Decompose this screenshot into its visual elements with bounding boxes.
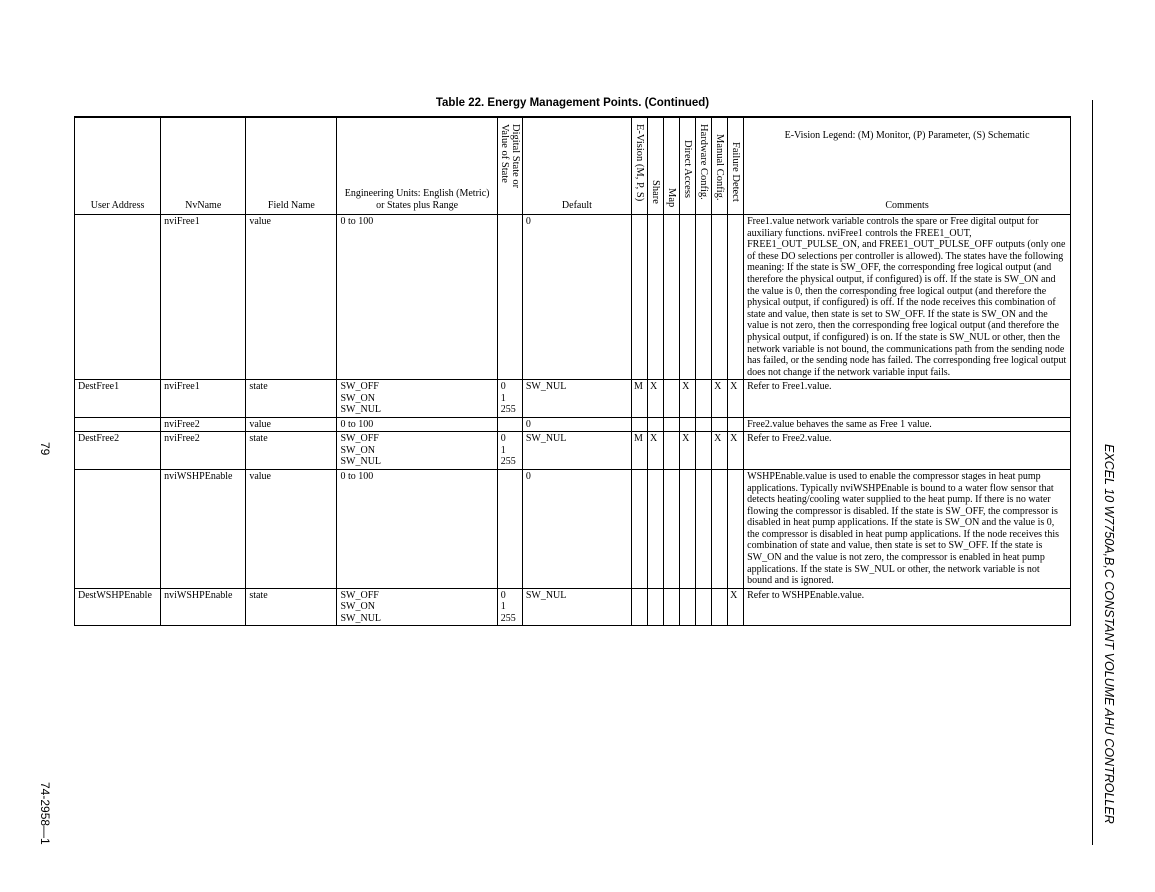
cell-digital-state <box>497 417 522 432</box>
cell-direct-access <box>680 215 696 380</box>
cell-evision: M <box>632 380 648 418</box>
cell-manual-config: X <box>712 432 728 470</box>
cell-direct-access <box>680 469 696 588</box>
cell-comments: WSHPEnable.value is used to enable the compressor stages in heat pump applications. Typically nviWSHPEnable is bound to a water flow sensor that detects heating/cooling water supplied to the heat pump. If there is no water flowing the compressor is disabled. If the state is SW_OFF, the compressor is disabled in heat pump applications. If the state is SW_ON and the value is 0, the compressor is disabled in heat pump applications. If the node receives this combination of state and value, then state is set to SW_OFF. If the state is SW_ON and the value is not zero, the compressor is enabled in heat pump applications. If the state is SW_NUL or other, the network variable is not bound and is ignored. <box>744 469 1071 588</box>
header-share: Share <box>650 180 662 204</box>
header-map: Map <box>666 188 678 208</box>
header-failure-detect: Failure Detect <box>730 142 742 202</box>
cell-comments: Free1.value network variable controls the spare or Free digital output for auxiliary functions. nviFree1 controls the FREE1_OUT, FREE1_OUT_PULSE_ON, and FREE1_OUT_PULSE_OFF outputs (only one of these DO selections per controller is allowed). The states have the following meaning: If the state is SW_OFF, the corresponding free logical output (and therefore the physical output, if configured) is off. If the state is SW_ON and the value is 0, then the corresponding free logical output (and therefore the physical output, if configured) is off. If the node receives this combination of state and value, then state is set to SW_OFF. If the state is SW_ON and the value is not zero, then the corresponding free logical output (and therefore the physical output, if configured) is on. If the state is SW_NUL or other, then the network variable is not bound, the communications path from the sending node has failed, or the sending node has failed. The corresponding free logical output does not change if the network variable input fails. <box>744 215 1071 380</box>
cell-comments: Refer to WSHPEnable.value. <box>744 588 1071 626</box>
header-field-name: Field Name <box>246 118 337 215</box>
cell-digital-state <box>497 215 522 380</box>
cell-map <box>664 417 680 432</box>
cell-nv-name: nviWSHPEnable <box>161 469 246 588</box>
cell-hardware-config <box>696 588 712 626</box>
cell-digital-state <box>497 469 522 588</box>
header-hardware-config: Hardware Config. <box>698 124 710 200</box>
table-row <box>75 588 1071 626</box>
cell-evision: M <box>632 432 648 470</box>
header-comments: Comments <box>885 199 929 211</box>
cell-field-name: value <box>246 417 337 432</box>
cell-default: 0 <box>522 417 631 432</box>
cell-digital-state: 0 1 255 <box>497 432 522 470</box>
cell-default: SW_NUL <box>522 588 631 626</box>
cell-map <box>664 215 680 380</box>
header-default: Default <box>522 118 631 215</box>
cell-nv-name: nviFree1 <box>161 380 246 418</box>
header-manual-config: Manual Config. <box>714 134 726 201</box>
cell-comments: Refer to Free1.value. <box>744 380 1071 418</box>
cell-hardware-config <box>696 432 712 470</box>
cell-share <box>648 588 664 626</box>
cell-map <box>664 588 680 626</box>
cell-hardware-config <box>696 215 712 380</box>
document-number: 74-2958—1 <box>38 782 52 845</box>
cell-nv-name: nviFree2 <box>161 432 246 470</box>
cell-default: SW_NUL <box>522 432 631 470</box>
cell-nv-name: nviFree2 <box>161 417 246 432</box>
page-number: 79 <box>38 442 52 456</box>
table-row <box>75 469 1071 588</box>
cell-user-address: DestFree2 <box>75 432 161 470</box>
cell-manual-config <box>712 215 728 380</box>
cell-evision <box>632 215 648 380</box>
table-row <box>75 215 1071 380</box>
cell-user-address: DestFree1 <box>75 380 161 418</box>
cell-field-name: value <box>246 215 337 380</box>
table-title: Table 22. Energy Management Points. (Continued) <box>435 97 710 109</box>
header-eng-units: Engineering Units: English (Metric) or States plus Range <box>337 118 497 215</box>
cell-user-address <box>75 469 161 588</box>
cell-hardware-config <box>696 380 712 418</box>
cell-field-name: state <box>246 432 337 470</box>
cell-map <box>664 469 680 588</box>
cell-digital-state: 0 1 255 <box>497 588 522 626</box>
cell-manual-config <box>712 469 728 588</box>
cell-failure-detect <box>728 215 744 380</box>
cell-hardware-config <box>696 417 712 432</box>
cell-field-name: state <box>246 588 337 626</box>
table-row <box>75 417 1071 432</box>
cell-comments: Free2.value behaves the same as Free 1 value. <box>744 417 1071 432</box>
cell-direct-access <box>680 417 696 432</box>
cell-manual-config <box>712 417 728 432</box>
cell-share <box>648 215 664 380</box>
cell-eng-units: SW_OFF SW_ON SW_NUL <box>337 588 497 626</box>
evision-legend: E-Vision Legend: (M) Monitor, (P) Parameter, (S) Schematic <box>784 130 1030 141</box>
cell-share: X <box>648 432 664 470</box>
header-row <box>75 118 1071 215</box>
cell-field-name: state <box>246 380 337 418</box>
cell-evision <box>632 588 648 626</box>
cell-map <box>664 380 680 418</box>
cell-nv-name: nviWSHPEnable <box>161 588 246 626</box>
energy-management-points-table <box>74 116 1071 626</box>
cell-evision <box>632 417 648 432</box>
cell-eng-units: SW_OFF SW_ON SW_NUL <box>337 432 497 470</box>
cell-failure-detect: X <box>728 432 744 470</box>
cell-share <box>648 417 664 432</box>
header-direct-access: Direct Access <box>682 140 694 199</box>
cell-eng-units: 0 to 100 <box>337 469 497 588</box>
cell-direct-access: X <box>680 432 696 470</box>
cell-user-address: DestWSHPEnable <box>75 588 161 626</box>
cell-direct-access: X <box>680 380 696 418</box>
cell-direct-access <box>680 588 696 626</box>
cell-eng-units: 0 to 100 <box>337 215 497 380</box>
cell-share <box>648 469 664 588</box>
table-row <box>75 380 1071 418</box>
header-digital-state: Digital State or Value of State <box>498 124 521 189</box>
header-evision: E-Vision (M, P, S) <box>634 124 646 202</box>
cell-field-name: value <box>246 469 337 588</box>
side-title: EXCEL 10 W7750A,B,C CONSTANT VOLUME AHU CONTROLLER <box>1102 444 1116 824</box>
cell-hardware-config <box>696 469 712 588</box>
cell-default: 0 <box>522 469 631 588</box>
cell-failure-detect: X <box>728 380 744 418</box>
header-nv-name: NvName <box>161 118 246 215</box>
cell-nv-name: nviFree1 <box>161 215 246 380</box>
cell-eng-units: SW_OFF SW_ON SW_NUL <box>337 380 497 418</box>
cell-default: 0 <box>522 215 631 380</box>
cell-manual-config <box>712 588 728 626</box>
cell-manual-config: X <box>712 380 728 418</box>
cell-default: SW_NUL <box>522 380 631 418</box>
cell-user-address <box>75 417 161 432</box>
header-user-address: User Address <box>75 118 161 215</box>
cell-eng-units: 0 to 100 <box>337 417 497 432</box>
cell-failure-detect <box>728 469 744 588</box>
cell-evision <box>632 469 648 588</box>
cell-failure-detect <box>728 417 744 432</box>
cell-share: X <box>648 380 664 418</box>
cell-comments: Refer to Free2.value. <box>744 432 1071 470</box>
cell-map <box>664 432 680 470</box>
cell-digital-state: 0 1 255 <box>497 380 522 418</box>
cell-failure-detect: X <box>728 588 744 626</box>
cell-user-address <box>75 215 161 380</box>
table-row <box>75 432 1071 470</box>
